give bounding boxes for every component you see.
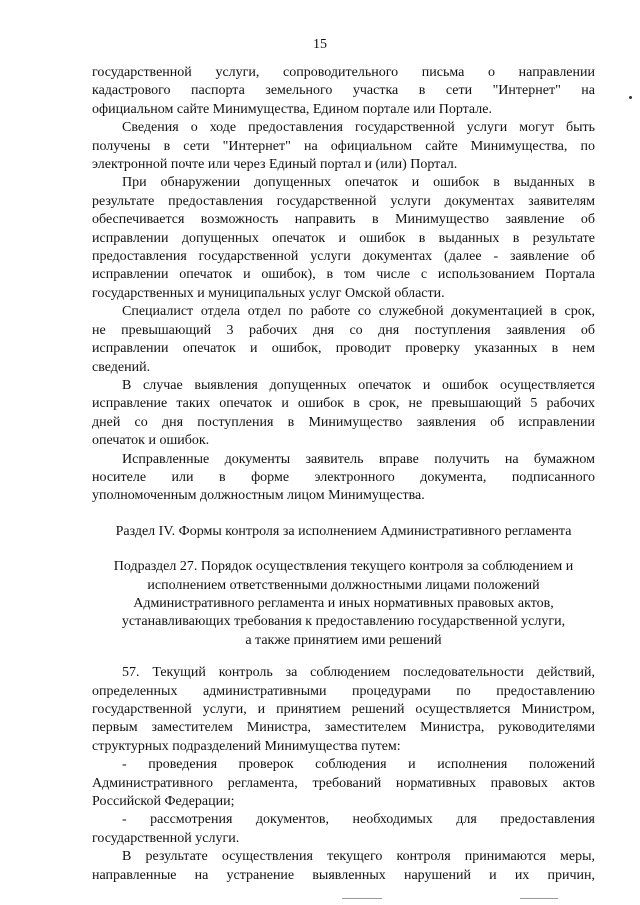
text-line: государственной услуги, и принятием решений осуществляется Министром, <box>92 702 595 717</box>
text-line: кадастрового паспорта земельного участка в сети "Интернет" на <box>92 83 595 99</box>
text-line: - рассмотрения документов, необходимых для предоставления <box>122 812 595 828</box>
text-line: государственных и муниципальных услуг Омской области. <box>92 285 445 301</box>
text-line: Административного регламента, требований нормативных правовых актов <box>92 775 595 791</box>
text-line: опечаток и ошибок. <box>92 433 210 449</box>
text-line: исправлении допущенных опечаток и ошибок в выданных в результате <box>92 230 595 246</box>
scan-artifact-line <box>342 898 382 899</box>
text-line: дней со дня поступления в Минимущество заявления об исправлении <box>92 414 595 430</box>
scan-artifact-line <box>520 898 558 899</box>
document-body <box>92 64 595 885</box>
text-line: получены в сети "Интернет" на официальном сайте Минимущества, по <box>92 138 595 154</box>
text-line: В случае выявления допущенных опечаток и ошибок осуществляется <box>122 377 595 393</box>
subsection-title-line: исполнением ответственными должностными лицами положений <box>147 577 540 593</box>
text-line: Российской Федерации; <box>92 794 235 810</box>
text-line: В результате осуществления текущего контроля принимаются меры, <box>122 849 595 865</box>
text-line: государственной услуги. <box>92 830 240 846</box>
subsection-title-line: а также принятием ими решений <box>245 632 442 648</box>
text-line: При обнаружении допущенных опечаток и ошибок в выданных в <box>122 175 595 191</box>
text-line: исправление таких опечаток и ошибок в срок, не превышающий 5 рабочих <box>92 396 595 412</box>
text-line: направленные на устранение выявленных нарушений и их причин, <box>92 867 595 883</box>
text-line: носителе или в форме электронного документа, подписанного <box>92 469 595 485</box>
text-line: не превышающий 3 рабочих дня со дня поступления заявления об <box>92 322 595 338</box>
text-line: - проведения проверок соблюдения и исполнения положений <box>122 757 595 773</box>
text-block-top <box>92 64 595 506</box>
margin-mark <box>629 96 632 99</box>
text-line: Сведения о ходе предоставления государственной услуги могут быть <box>122 120 595 136</box>
text-line: исправлении опечаток и ошибок, проводит проверку указанных в нем <box>92 341 595 357</box>
subsection-title-line: Административного регламента и иных нормативных правовых актов, <box>133 595 554 611</box>
text-line: первым заместителем Министра, заместителем Министра, руководителями <box>92 720 595 736</box>
section-title: Раздел IV. Формы контроля за исполнением Административного регламента <box>115 523 572 539</box>
text-block-bottom <box>92 664 595 885</box>
text-line: 57. Текущий контроль за соблюдением последовательности действий, <box>122 665 595 681</box>
text-line: структурных подразделений Минимущества путем: <box>92 738 401 754</box>
subsection-title <box>92 558 595 650</box>
text-line: исправлении опечаток и ошибок), в том числе с использованием Портала <box>92 267 595 283</box>
text-line: уполномоченным должностным лицом Минимущества. <box>92 488 425 504</box>
text-line: результате предоставления государственной услуги документах заявителям <box>92 193 595 209</box>
text-line: обеспечивается возможность направить в Минимущество заявление об <box>92 212 595 228</box>
text-line: государственной услуги, сопроводительного письма о направлении <box>92 65 595 80</box>
text-line: электронной почте или через Единый портал и (или) Портал. <box>92 157 458 173</box>
subsection-title-line: Подраздел 27. Порядок осуществления текущего контроля за соблюдением и <box>113 559 574 575</box>
text-line: предоставления государственной услуги документах (далее - заявление об <box>92 249 595 265</box>
page-number: 15 <box>313 37 327 52</box>
subsection-title-line: устанавливающих требования к предоставлению государственной услуги, <box>121 614 566 630</box>
text-line: Специалист отдела отдел по работе со служебной документацией в срок, <box>122 304 595 320</box>
text-line: сведений. <box>92 359 151 375</box>
text-line: официальном сайте Минимущества, Едином портале или Портале. <box>92 101 492 117</box>
text-line: определенных административными процедурами по предоставлению <box>92 683 595 699</box>
text-line: Исправленные документы заявитель вправе получить на бумажном <box>122 451 595 467</box>
